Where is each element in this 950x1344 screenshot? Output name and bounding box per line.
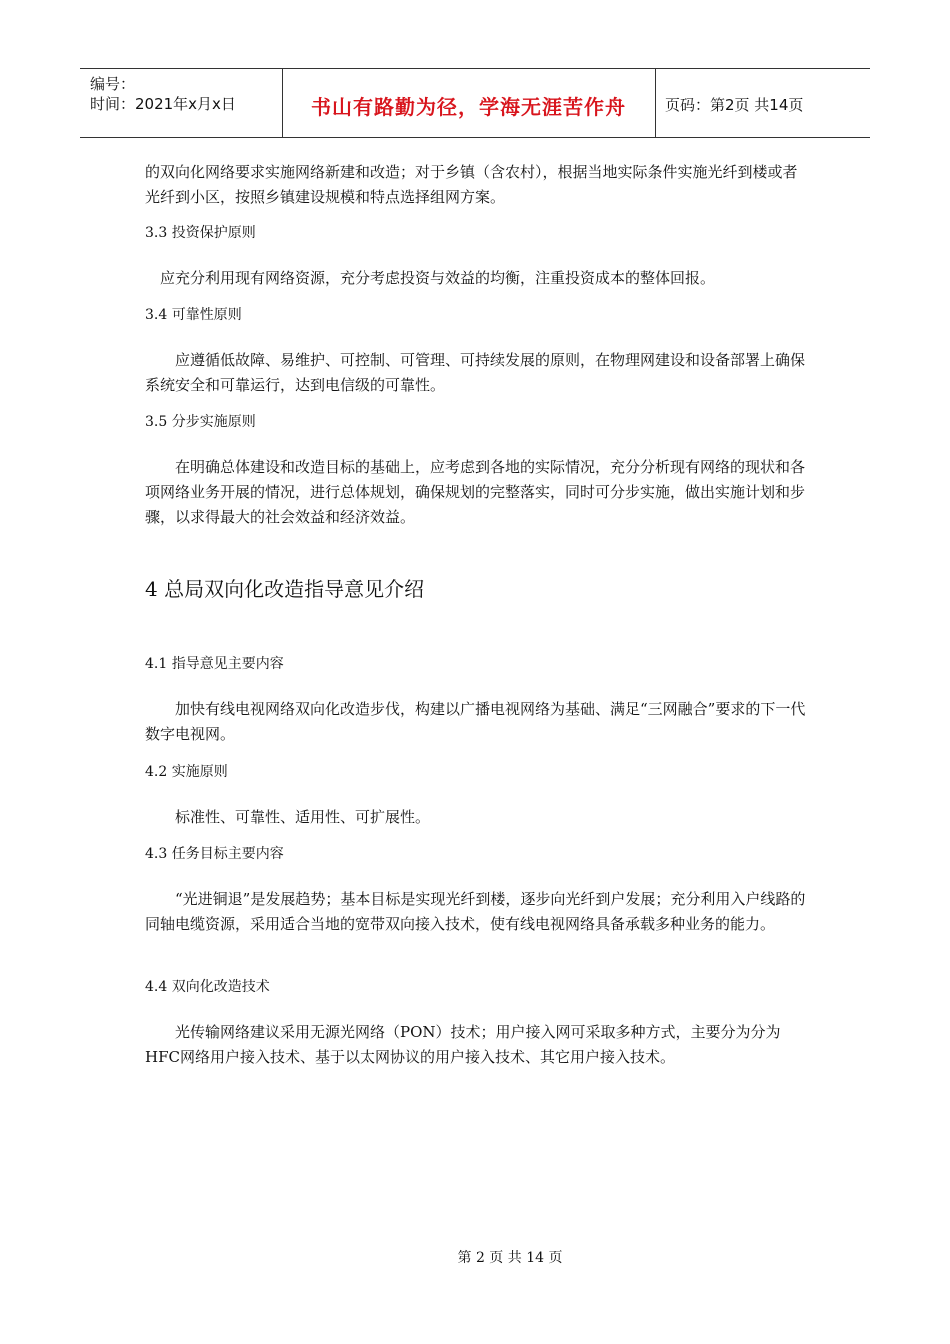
section-3-5-heading: 3.5 分步实施原则 <box>145 414 256 430</box>
document-header <box>80 68 870 138</box>
intro-paragraph: 的双向化网络要求实施网络新建和改造；对于乡镇（含农村），根据当地实际条件实施光纤到楼或者光纤到小区，按照乡镇建设规模和特点选择组网方案。 <box>145 163 798 206</box>
section-4-1-paragraph: 加快有线电视网络双向化改造步伐，构建以广播电视网络为基础、满足“三网融合”要求的下一代数字电视网。 <box>145 700 806 743</box>
section-3-3-paragraph: 应充分利用现有网络资源，充分考虑投资与效益的均衡，注重投资成本的整体回报。 <box>160 269 716 287</box>
code-label: 编号： <box>90 75 136 93</box>
header-info-cell <box>80 69 283 137</box>
motto-text: 书山有路勤为径，学海无涯苦作舟 <box>311 95 626 119</box>
section-4-1-heading: 4.1 指导意见主要内容 <box>145 656 284 672</box>
page-label: 页码：第2页 共14页 <box>665 96 804 114</box>
date-label: 时间：2021年x月x日 <box>90 95 236 113</box>
section-4-3-heading: 4.3 任务目标主要内容 <box>145 846 284 862</box>
section-4-4-heading: 4.4 双向化改造技术 <box>145 979 270 995</box>
section-3-3-heading: 3.3 投资保护原则 <box>145 225 256 241</box>
section-4-2-paragraph: 标准性、可靠性、适用性、可扩展性。 <box>175 808 431 826</box>
section-4-heading: 4 总局双向化改造指导意见介绍 <box>145 577 425 601</box>
section-4-4-paragraph: 光传输网络建议采用无源光网络（PON）技术；用户接入网可采取多种方式，主要分为分为HFC网络用户接入技术、基于以太网协议的用户接入技术、其它用户接入技术。 <box>145 1023 781 1066</box>
section-4-3-paragraph: “光进铜退”是发展趋势；基本目标是实现光纤到楼，逐步向光纤到户发展；充分利用入户线路的同轴电缆资源，采用适合当地的宽带双向接入技术，使有线电视网络具备承载多种业务的能力。 <box>145 890 806 933</box>
header-page-cell <box>655 69 870 137</box>
section-3-5-paragraph: 在明确总体建设和改造目标的基础上，应考虑到各地的实际情况，充分分析现有网络的现状和各项网络业务开展的情况，进行总体规划，确保规划的完整落实，同时可分步实施，做出实施计划和步骤，以求得最大的社会效益和经济效益。 <box>145 458 806 526</box>
header-motto-cell <box>282 69 656 137</box>
page-footer: 第 2 页 共 14 页 <box>457 1250 563 1266</box>
section-3-4-heading: 3.4 可靠性原则 <box>145 307 242 323</box>
section-3-4-paragraph: 应遵循低故障、易维护、可控制、可管理、可持续发展的原则，在物理网建设和设备部署上确保系统安全和可靠运行，达到电信级的可靠性。 <box>145 351 806 394</box>
section-4-2-heading: 4.2 实施原则 <box>145 764 228 780</box>
